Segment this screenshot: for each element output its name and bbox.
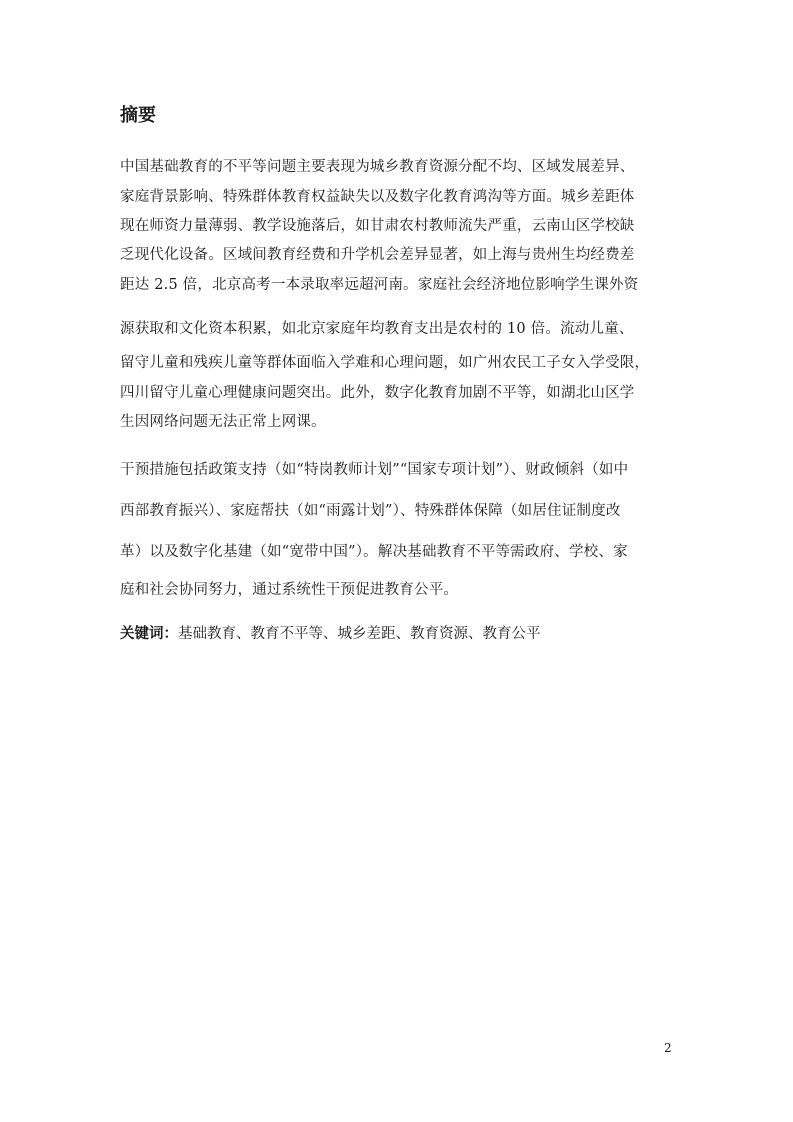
paragraph-1-line-5: 距达 2.5 倍，北京高考一本录取率远超河南。家庭社会经济地位影响学生课外资 [120,277,639,293]
keywords-label: 关键词： [120,626,178,642]
abstract-title: 摘要 [120,105,156,126]
page-number: 2 [664,1041,672,1055]
paragraph-1-line-6: 源获取和文化资本积累，如北京家庭年均教育支出是农村的 10 倍。流动儿童、 [120,321,634,337]
keywords [120,624,541,644]
paragraph-2-line-2: 西部教育振兴）、家庭帮扶（如“雨露计划”）、特殊群体保障（如居住证制度改 [120,503,621,519]
paragraph-1-line-8: 四川留守儿童心理健康问题突出。此外，数字化教育加剧不平等，如湖北山区学 [120,385,635,401]
paragraph-1-line-7: 留守儿童和残疾儿童等群体面临入学难和心理问题，如广州农民工子女入学受限， [120,355,650,371]
keywords-text: 基础教育、教育不平等、城乡差距、教育资源、教育公平 [178,626,541,642]
paragraph-1-line-1: 中国基础教育的不平等问题主要表现为城乡教育资源分配不均、区域发展差异、 [120,159,635,175]
paragraph-2-line-4: 庭和社会协同努力，通过系统性干预促进教育公平。 [120,582,459,598]
paragraph-2-line-3: 革）以及数字化基建（如“宽带中国”）。解决基础教育不平等需政府、学校、家 [120,544,628,560]
paragraph-1-line-9: 生因网络问题无法正常上网课。 [120,414,326,430]
paragraph-1-line-3: 现在师资力量薄弱、教学设施落后，如甘肃农村教师流失严重，云南山区学校缺 [120,218,635,234]
paragraph-1-line-4: 乏现代化设备。区域间教育经费和升学机会差异显著，如上海与贵州生均经费差 [120,247,635,263]
paragraph-2-line-1: 干预措施包括政策支持（如“特岗教师计划”“国家专项计划”）、财政倾斜（如中 [120,462,629,478]
paragraph-1-line-2: 家庭背景影响、特殊群体教育权益缺失以及数字化教育鸿沟等方面。城乡差距体 [120,189,635,205]
